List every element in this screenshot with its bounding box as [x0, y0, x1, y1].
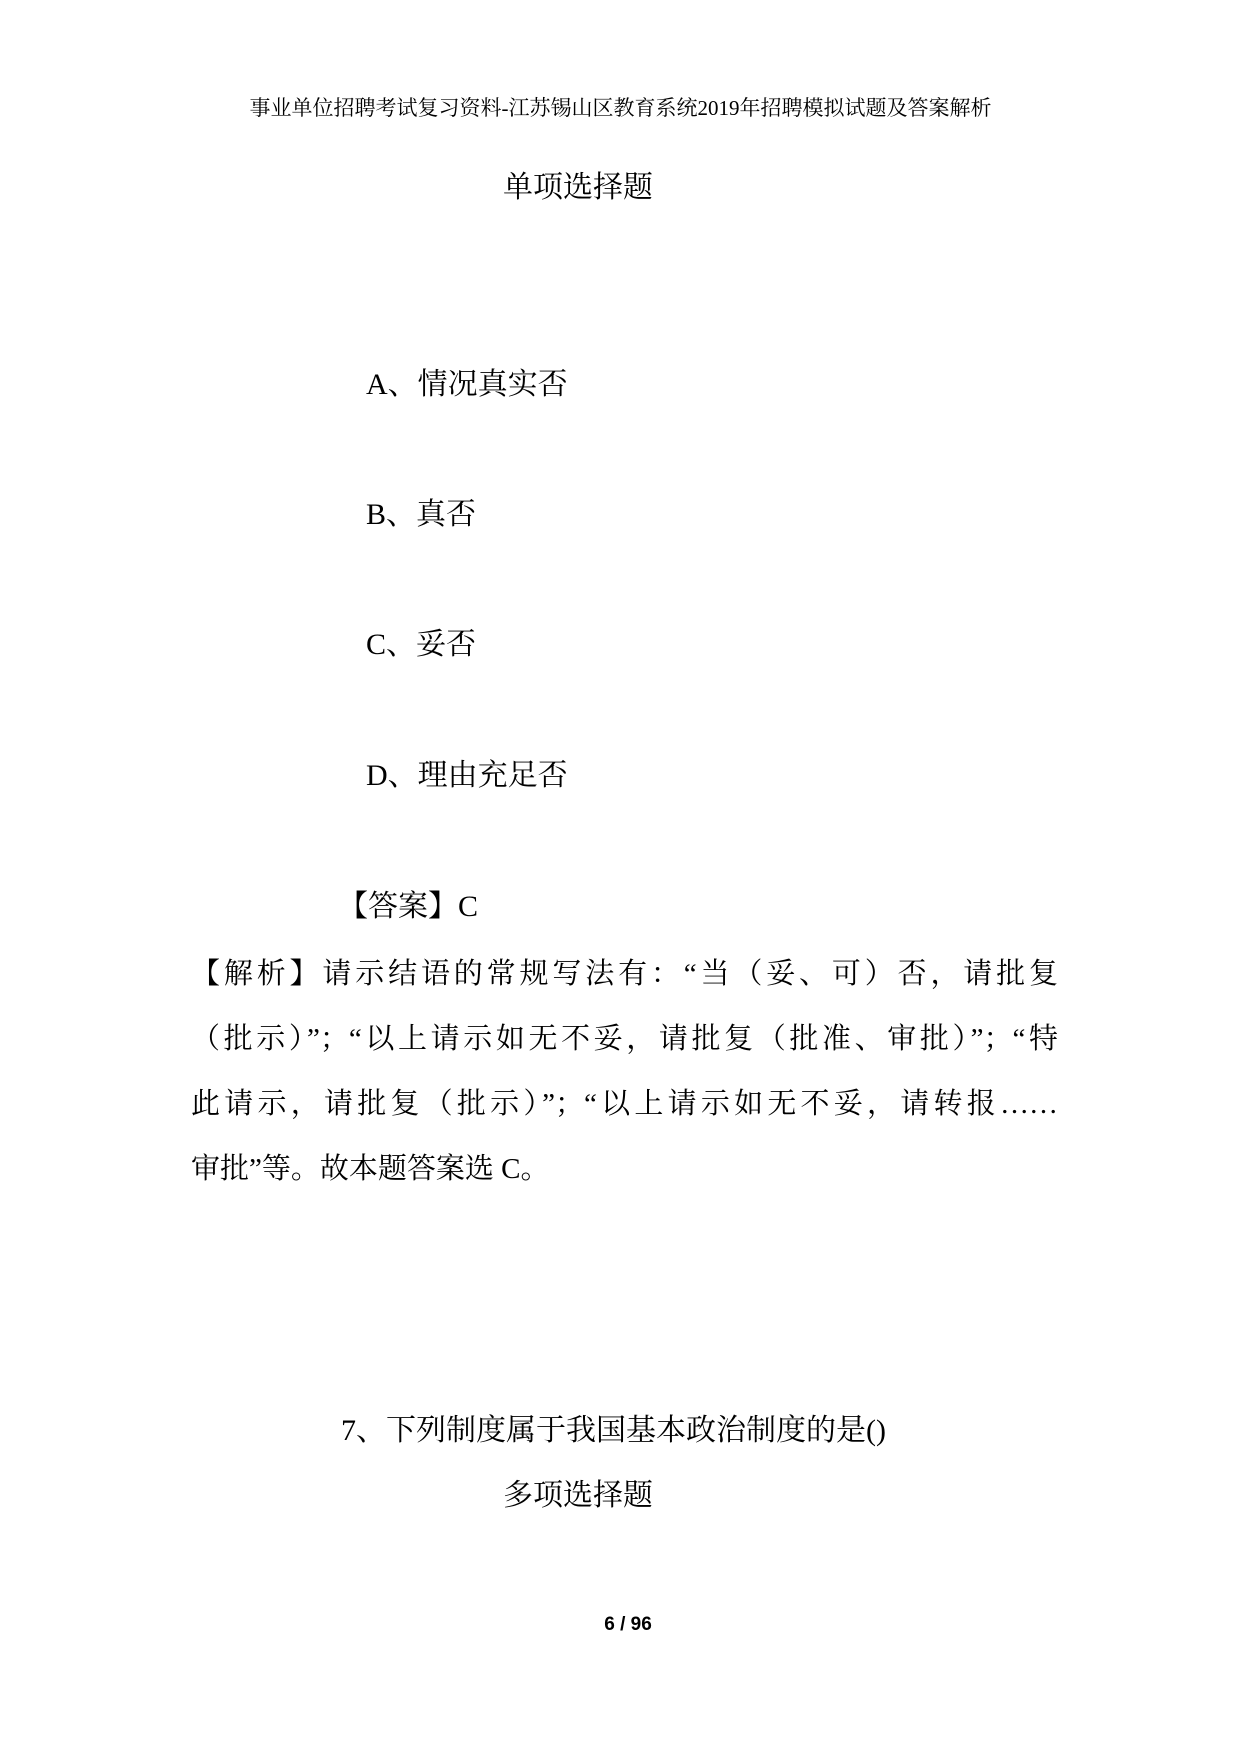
analysis-line: （批示）”；“以上请示如无不妥，请批复（批准、审批）”；“特: [191, 1023, 1058, 1055]
question-type-label-multiple: 多项选择题: [503, 1479, 653, 1512]
analysis-line: 【解析】请示结语的常规写法有：“当（妥、可）否，请批复: [191, 958, 1058, 990]
option-b: B、真否: [366, 498, 477, 531]
option-d: D、理由充足否: [366, 759, 568, 792]
option-a: A、情况真实否: [366, 368, 568, 401]
answer-line: 【答案】C: [338, 890, 479, 923]
page-number: 6 / 96: [604, 1614, 652, 1635]
analysis-line: 此请示，请批复（批示）”；“以上请示如无不妥，请转报……: [191, 1088, 1058, 1120]
running-header: 事业单位招聘考试复习资料-江苏锡山区教育系统2019年招聘模拟试题及答案解析: [249, 96, 992, 120]
question-type-label-single: 单项选择题: [503, 171, 653, 204]
analysis-line: 审批”等。故本题答案选 C。: [191, 1153, 550, 1185]
analysis-paragraph: [191, 942, 1058, 1202]
option-c: C、妥否: [366, 628, 477, 661]
question-7-stem: 7、下列制度属于我国基本政治制度的是(): [341, 1414, 886, 1447]
